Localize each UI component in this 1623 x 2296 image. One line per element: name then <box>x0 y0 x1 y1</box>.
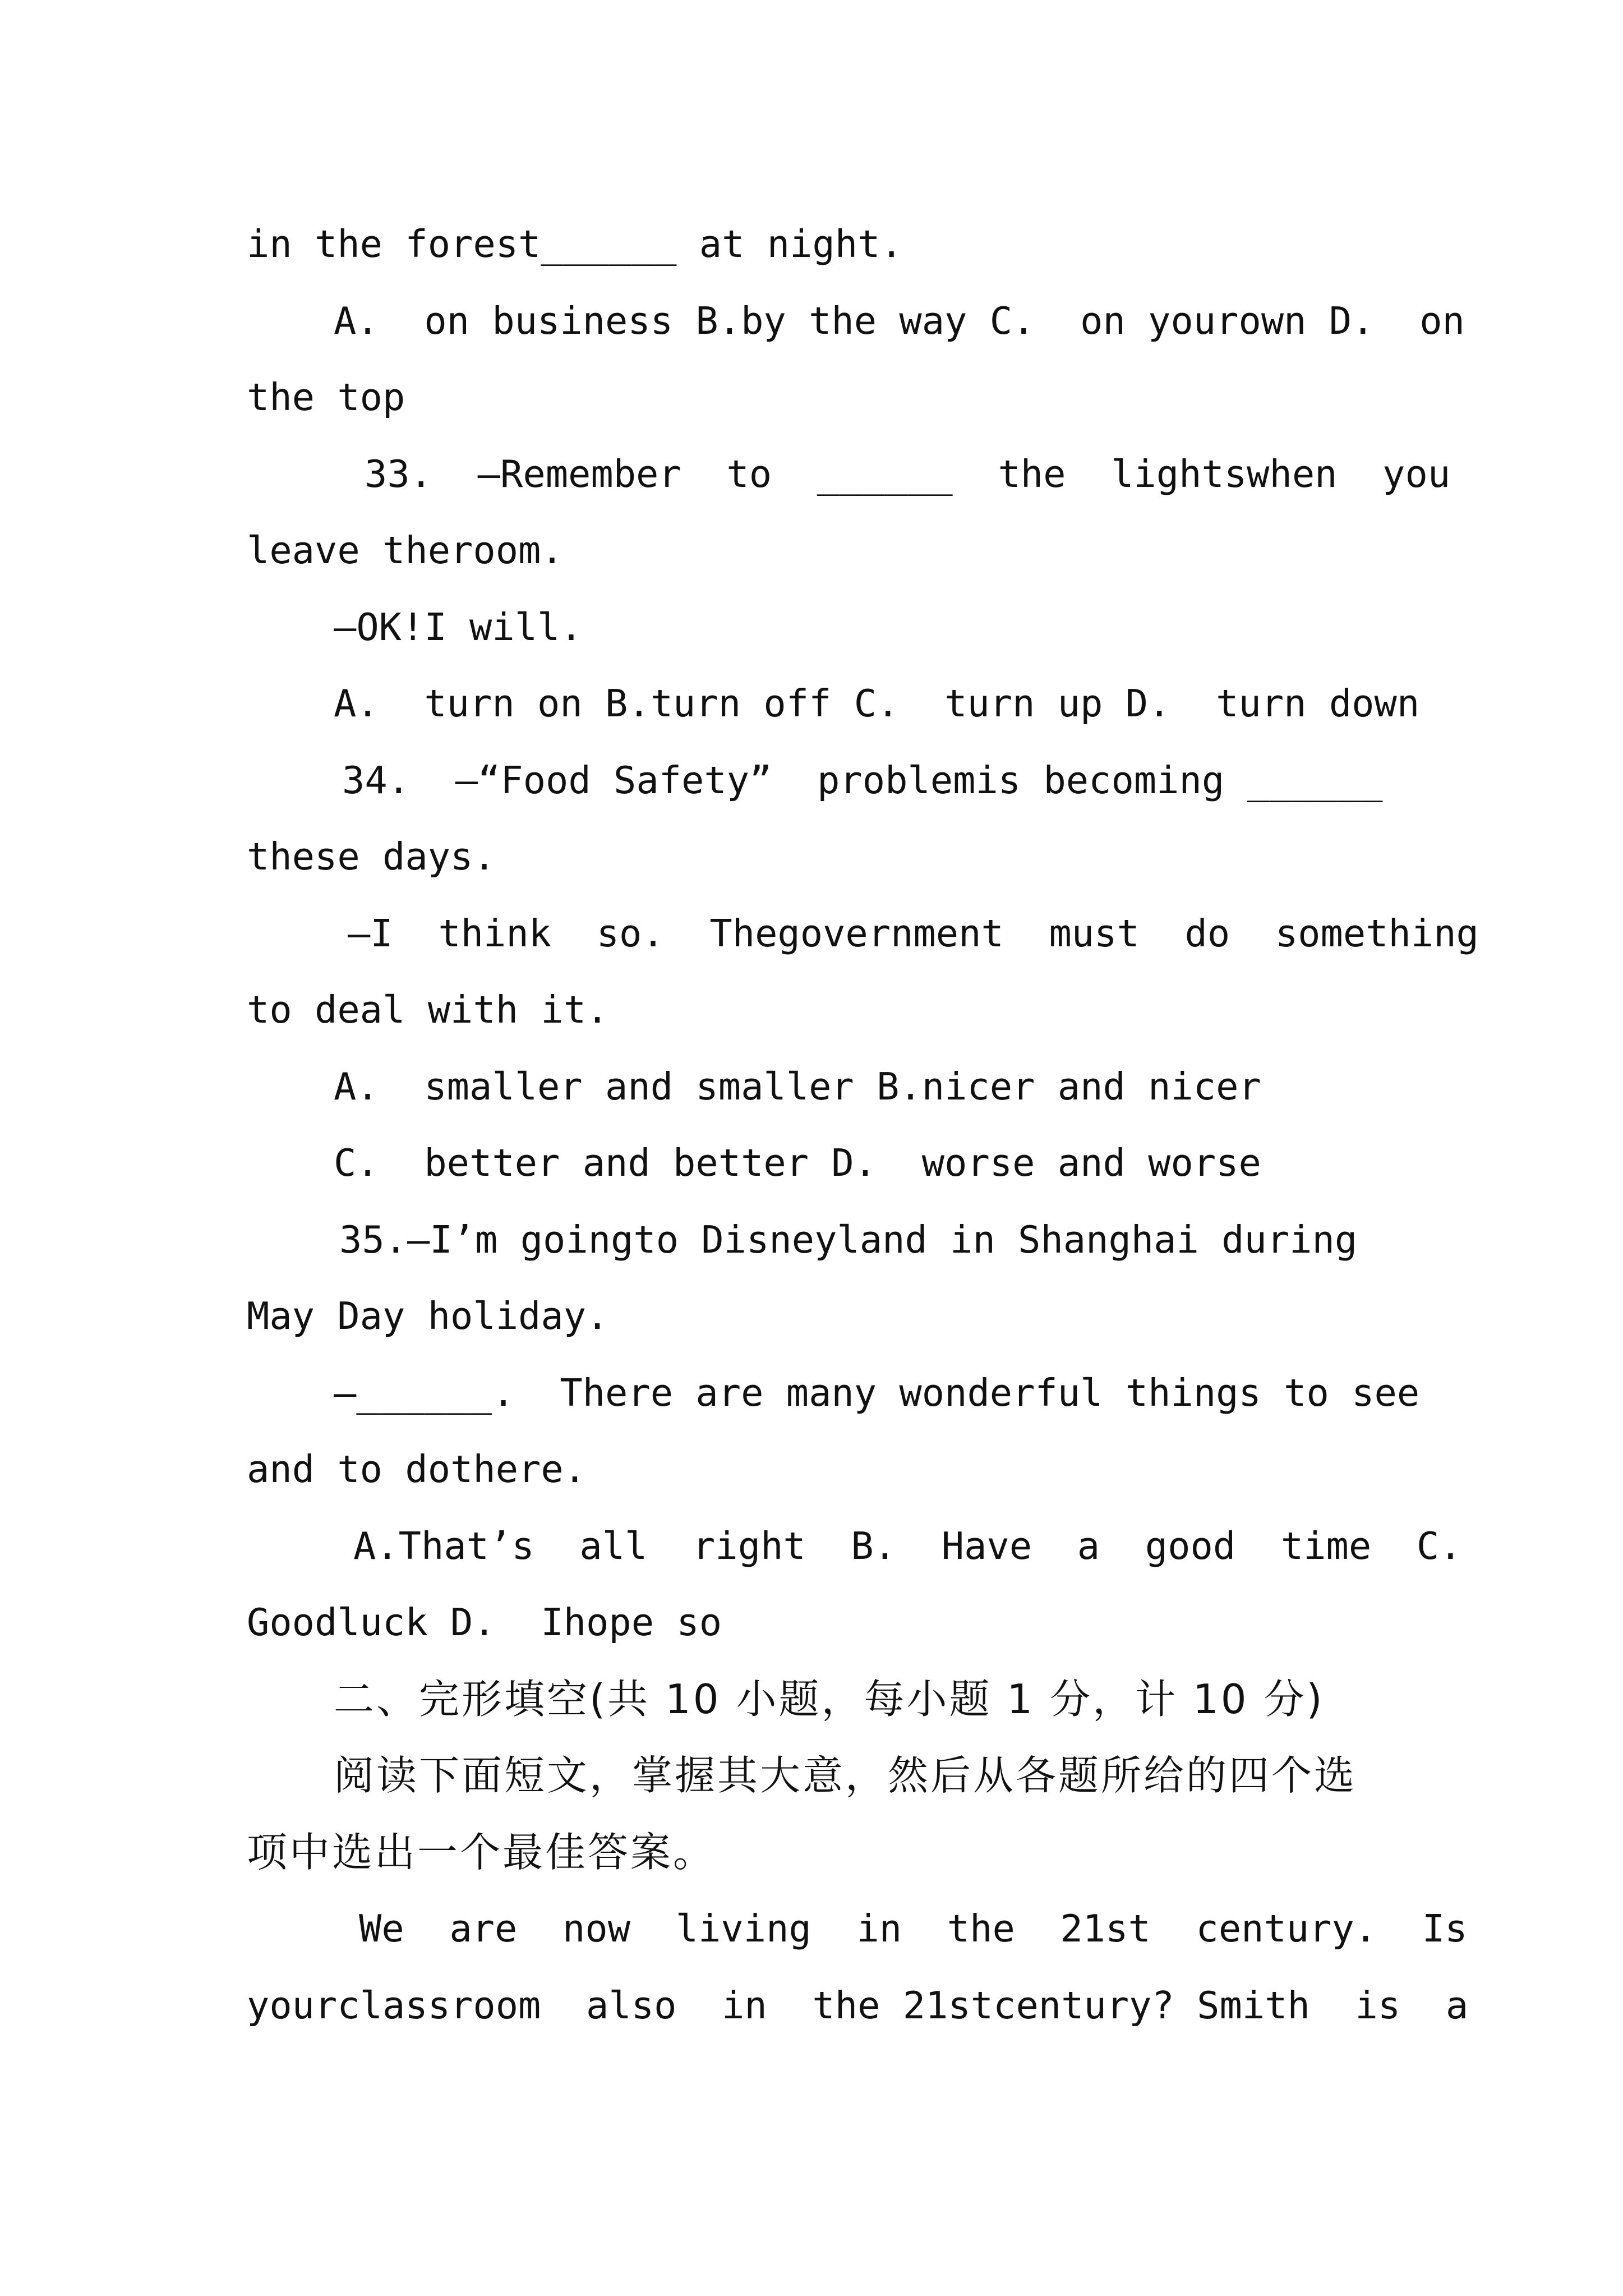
instruction-line-2: 项中选出一个最佳答案。 <box>247 1829 716 1876</box>
text-line-6: —OK!I will. <box>334 605 583 649</box>
options-33: A. turn on B.turn off C. turn up D. turn down <box>334 682 1420 725</box>
passage-line-2: yourclassroom also in the 21stcentury? Smith is a <box>247 1984 1469 2027</box>
options-35-c-d: Goodluck D. Ihope so <box>247 1600 722 1644</box>
question-33: 33. —Remember to ______ the lightswhen you <box>365 452 1451 496</box>
options-34-c-d: C. better and better D. worse and worse <box>334 1141 1261 1185</box>
question-34: 34. —“Food Safety” problemis becoming ______ <box>342 758 1383 802</box>
options-35-a-c: A.That’s all right B. Have a good time C. <box>353 1524 1462 1568</box>
passage-line-1: We are now living in the 21st century. Is <box>359 1907 1468 1950</box>
text-line-9: these days. <box>247 835 496 878</box>
text-line-5: leave theroom. <box>247 528 564 572</box>
text-line-10: —I think so. Thegovernment must do something <box>348 912 1479 955</box>
text-line-3: the top <box>247 375 405 419</box>
options-34-a-b: A. smaller and smaller B.nicer and nicer <box>334 1065 1261 1108</box>
instruction-line-1: 阅读下面短文，掌握其大意，然后从各题所给的四个选 <box>334 1752 1357 1799</box>
text-line-15: May Day holiday. <box>247 1294 609 1338</box>
text-line-16: —______. There are many wonderful things to see <box>334 1371 1420 1415</box>
text-line-1: in the forest______ at night. <box>247 222 903 266</box>
text-line-2: A. on business B.by the way C. on yourown D. on <box>334 299 1465 343</box>
text-line-17: and to dothere. <box>247 1447 587 1491</box>
question-35: 35.—I’m goingto Disneyland in Shanghai during <box>339 1218 1358 1262</box>
section-heading-cloze: 二、完形填空(共 10 小题，每小题 1 分，计 10 分) <box>334 1676 1325 1723</box>
text-line-11: to deal with it. <box>247 988 609 1032</box>
